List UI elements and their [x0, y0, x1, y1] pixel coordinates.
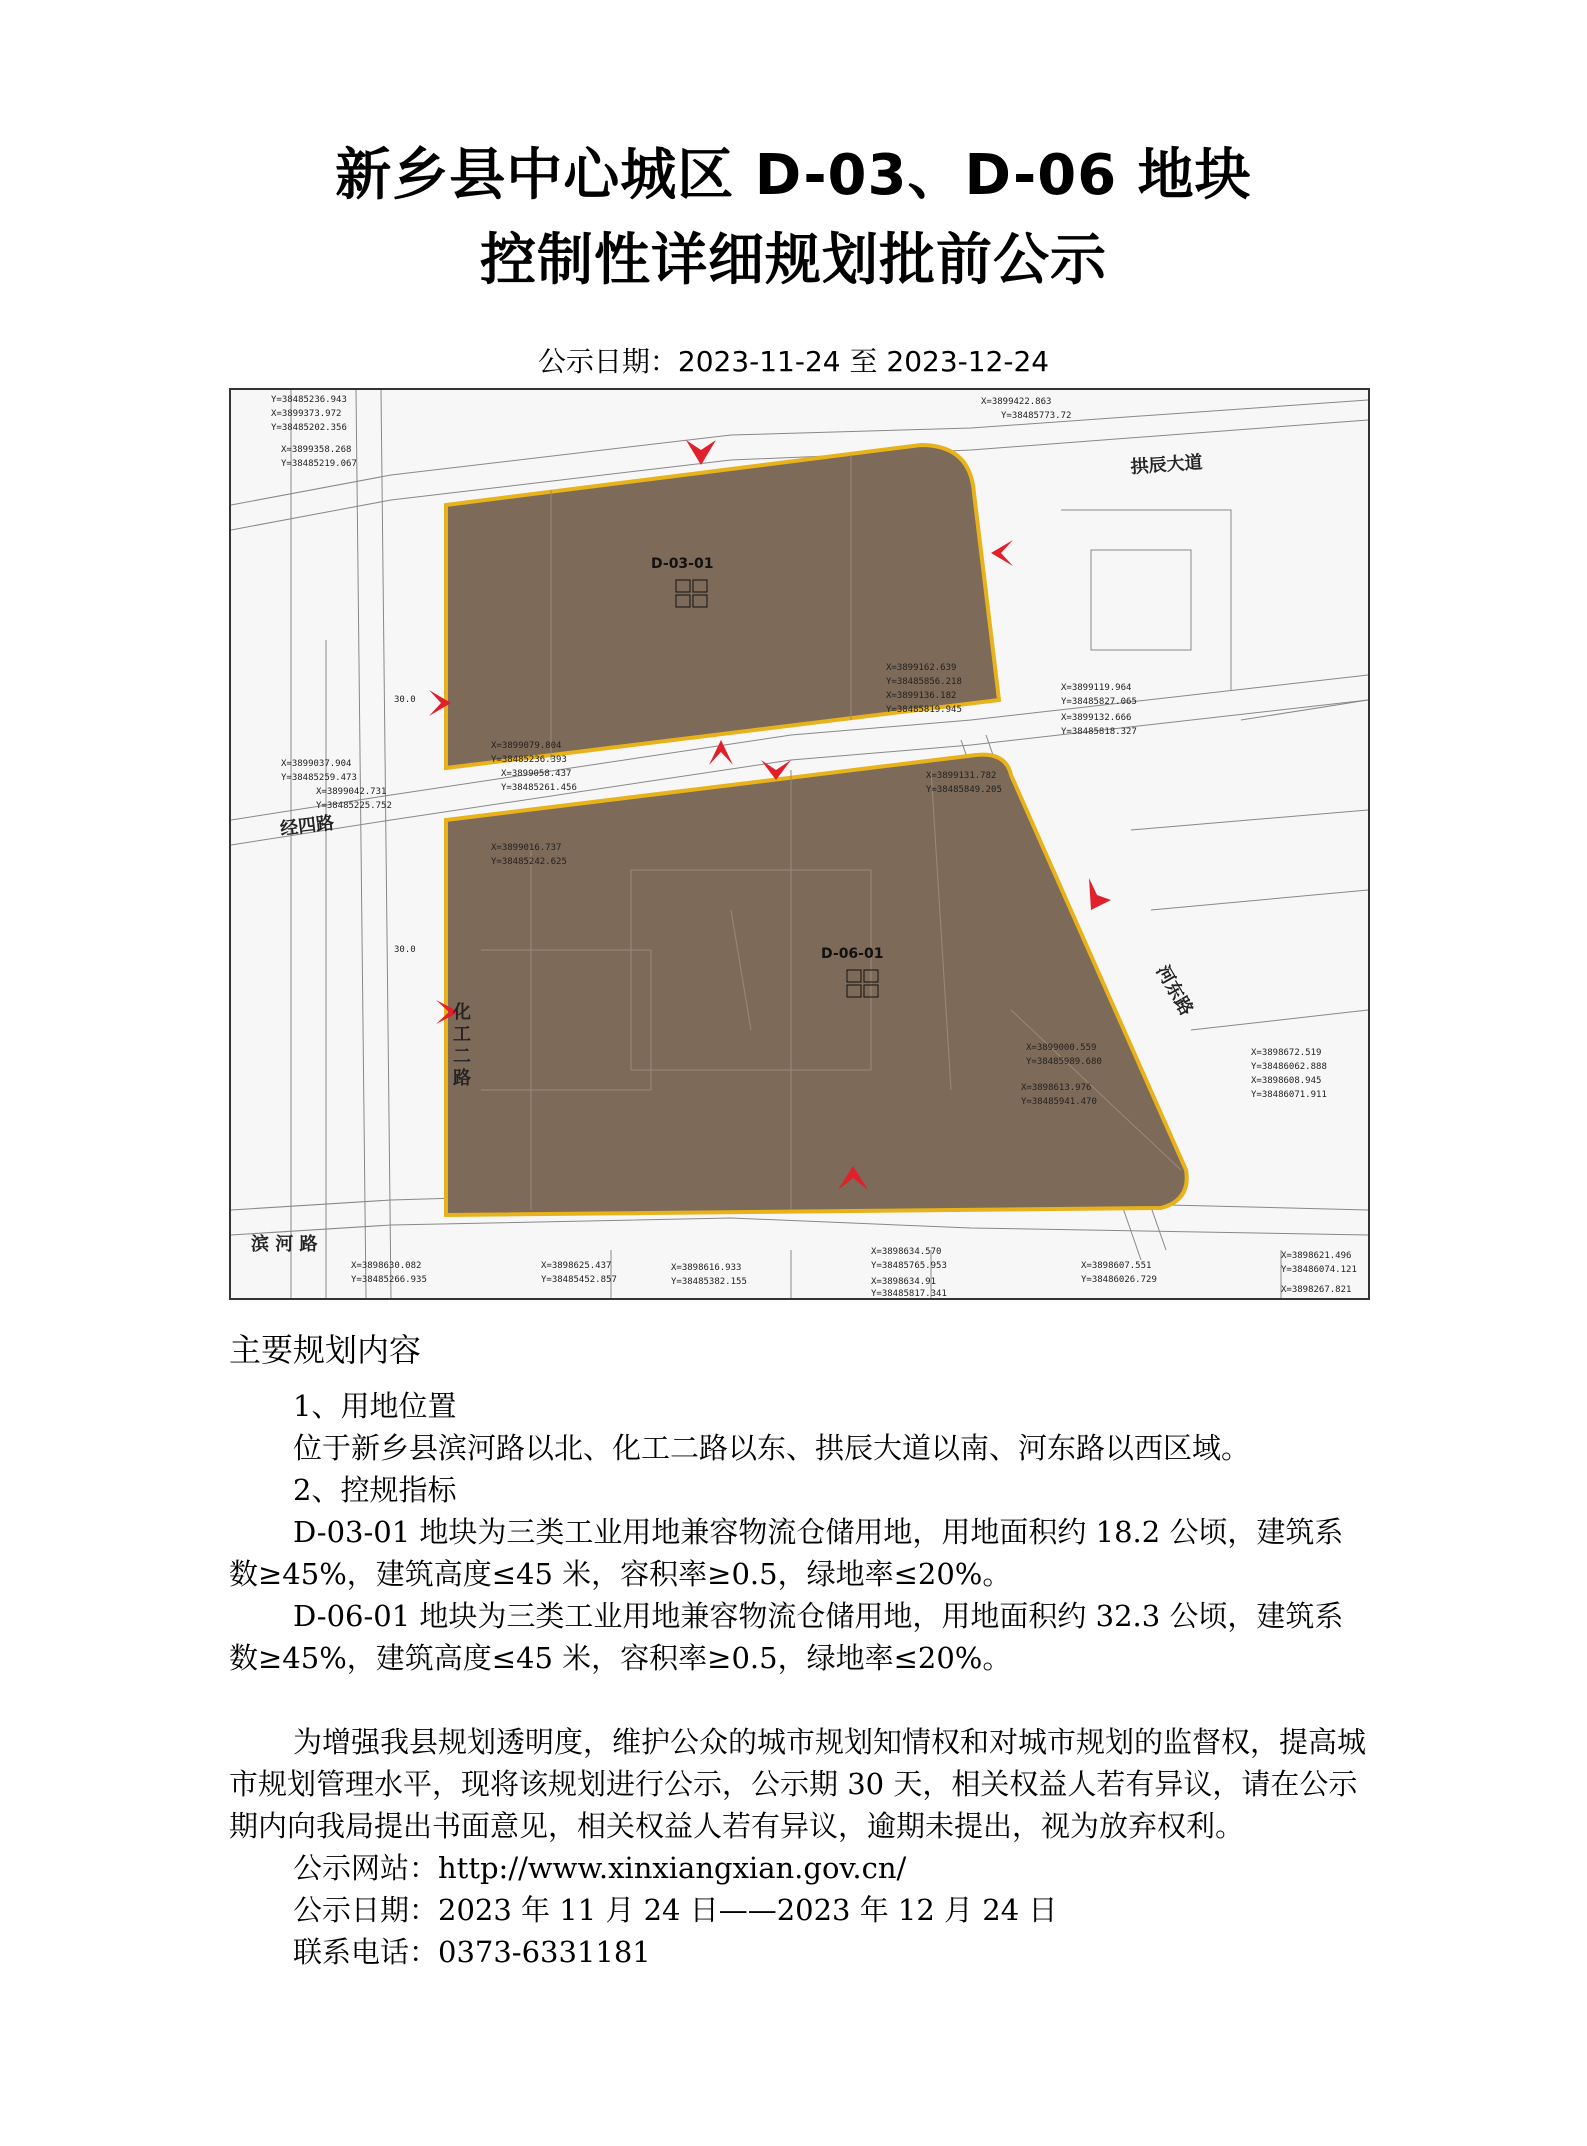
coordinate-label: Y=38485202.356: [271, 423, 347, 433]
coordinate-label: X=3898267.821: [1281, 1285, 1352, 1295]
coordinate-label: Y=38485819.945: [886, 705, 962, 715]
coordinate-label: X=3898634.570: [871, 1247, 942, 1257]
road-width-2: 30.0: [394, 945, 416, 955]
coordinate-label: X=3899042.731: [316, 787, 387, 797]
coordinate-label: X=3899079.804: [491, 741, 562, 751]
coordinate-label: Y=38485219.067: [281, 459, 357, 469]
road-huagong-er-4: 路: [453, 1068, 471, 1089]
coordinate-label: X=3899016.737: [491, 843, 562, 853]
d03-indicators: D-03-01 地块为三类工业用地兼容物流仓储用地，用地面积约 18.2 公顷，建筑系数≥45%，建筑高度≤45 米，容积率≥0.5，绿地率≤20%。: [229, 1515, 1344, 1591]
coordinate-label: Y=38485827.065: [1061, 697, 1137, 707]
notice-date: 公示日期：2023-11-24 至 2023-12-24: [537, 345, 1050, 378]
coordinate-label: X=3898634.91: [871, 1277, 937, 1287]
d06-indicators: D-06-01 地块为三类工业用地兼容物流仓储用地，用地面积约 32.3 公顷，建筑系数≥45%，建筑高度≤45 米，容积率≥0.5，绿地率≤20%。: [229, 1599, 1344, 1675]
coordinate-label: X=3899037.904: [281, 759, 352, 769]
coordinate-label: Y=38486026.729: [1081, 1275, 1157, 1285]
coordinate-label: X=3898630.082: [351, 1261, 422, 1271]
coordinate-label: X=3899000.559: [1026, 1043, 1097, 1053]
road-width-1: 30.0: [394, 695, 416, 705]
page-title-line1: 新乡县中心城区 D-03、D-06 地块: [335, 143, 1252, 208]
road-jingsi: 经四路: [279, 812, 336, 840]
coordinate-label: Y=38485765.953: [871, 1261, 947, 1271]
notice-period: 公示日期：2023 年 11 月 24 日——2023 年 12 月 24 日: [293, 1893, 1058, 1927]
contact-phone: 联系电话：0373-6331181: [293, 1935, 651, 1969]
coordinate-label: Y=38485849.205: [926, 785, 1002, 795]
coordinate-label: Y=38486074.121: [1281, 1265, 1357, 1275]
coordinate-label: Y=38485856.218: [886, 677, 962, 687]
coordinate-label: Y=38485382.155: [671, 1277, 747, 1287]
coordinate-label: Y=38486071.911: [1251, 1090, 1327, 1100]
item2-title: 2、控规指标: [293, 1473, 457, 1507]
coordinate-label: Y=38485259.473: [281, 773, 357, 783]
coordinate-label: Y=38486062.888: [1251, 1062, 1327, 1072]
road-huagong-er-3: 二: [453, 1046, 471, 1067]
coordinate-label: X=3898608.945: [1251, 1076, 1322, 1086]
parcel-d03-01: [446, 445, 999, 768]
coordinate-label: Y=38485242.625: [491, 857, 567, 867]
road-huagong-er-2: 工: [453, 1024, 471, 1045]
coordinate-label: X=3898616.933: [671, 1263, 742, 1273]
notice-website[interactable]: 公示网站：http://www.xinxiangxian.gov.cn/: [293, 1851, 907, 1885]
section-title: 主要规划内容: [229, 1331, 422, 1369]
item1-title: 1、用地位置: [293, 1389, 457, 1423]
coordinate-label: Y=38485225.752: [316, 801, 392, 811]
coordinate-label: X=3899131.782: [926, 771, 997, 781]
coordinate-label: Y=38485236.943: [271, 395, 347, 405]
road-hedong: 河东路: [1151, 962, 1197, 1020]
coordinate-label: X=3899162.639: [886, 663, 957, 673]
parcel-d06-01: [446, 755, 1187, 1215]
coordinate-label: X=3899058.437: [501, 769, 572, 779]
road-binhe: 滨 河 路: [251, 1234, 318, 1255]
coordinate-label: Y=38485941.470: [1021, 1097, 1097, 1107]
item1-text: 位于新乡县滨河路以北、化工二路以东、拱辰大道以南、河东路以西区域。: [293, 1431, 1251, 1465]
coordinate-label: Y=38485266.935: [351, 1275, 427, 1285]
coordinate-label: Y=38485261.456: [501, 783, 577, 793]
coordinate-label: X=3899358.268: [281, 445, 352, 455]
coordinate-label: Y=38485818.327: [1061, 727, 1137, 737]
coordinate-label: Y=38485452.857: [541, 1275, 617, 1285]
notice-paragraph: 为增强我县规划透明度，维护公众的城市规划知情权和对城市规划的监督权，提高城市规划管理水平，现将该规划进行公示，公示期 30 天，相关权益人若有异议，请在公示期内向我局提出书面意见，相关权益人若有异议，逾期未提出，视为放弃权利。: [229, 1725, 1367, 1843]
coordinate-label: Y=38485817.341: [871, 1289, 947, 1298]
coordinate-label: X=3898625.437: [541, 1261, 612, 1271]
coordinate-label: X=3898672.519: [1251, 1048, 1322, 1058]
parcel-label-d06: D-06-01: [821, 946, 884, 962]
coordinate-label: X=3899373.972: [271, 409, 342, 419]
page-title-line2: 控制性详细规划批前公示: [480, 228, 1107, 293]
coordinate-label: X=3898613.976: [1021, 1083, 1092, 1093]
coordinate-label: X=3899119.964: [1061, 683, 1132, 693]
road-huagong-er-1: 化: [453, 1002, 471, 1023]
coordinate-label: Y=38485236.393: [491, 755, 567, 765]
road-gongchen: 拱辰大道: [1129, 452, 1204, 478]
coordinate-label: X=3898621.496: [1281, 1251, 1352, 1261]
coordinate-label: X=3898607.551: [1081, 1261, 1152, 1271]
coordinate-label: X=3899422.863: [981, 397, 1052, 407]
parcel-label-d03: D-03-01: [651, 556, 714, 572]
coordinate-label: X=3899136.182: [886, 691, 957, 701]
planning-map: [229, 388, 1370, 1300]
coordinate-label: X=3899132.666: [1061, 713, 1132, 723]
coordinate-label: Y=38485989.680: [1026, 1057, 1102, 1067]
coordinate-label: Y=38485773.72: [1001, 411, 1072, 421]
